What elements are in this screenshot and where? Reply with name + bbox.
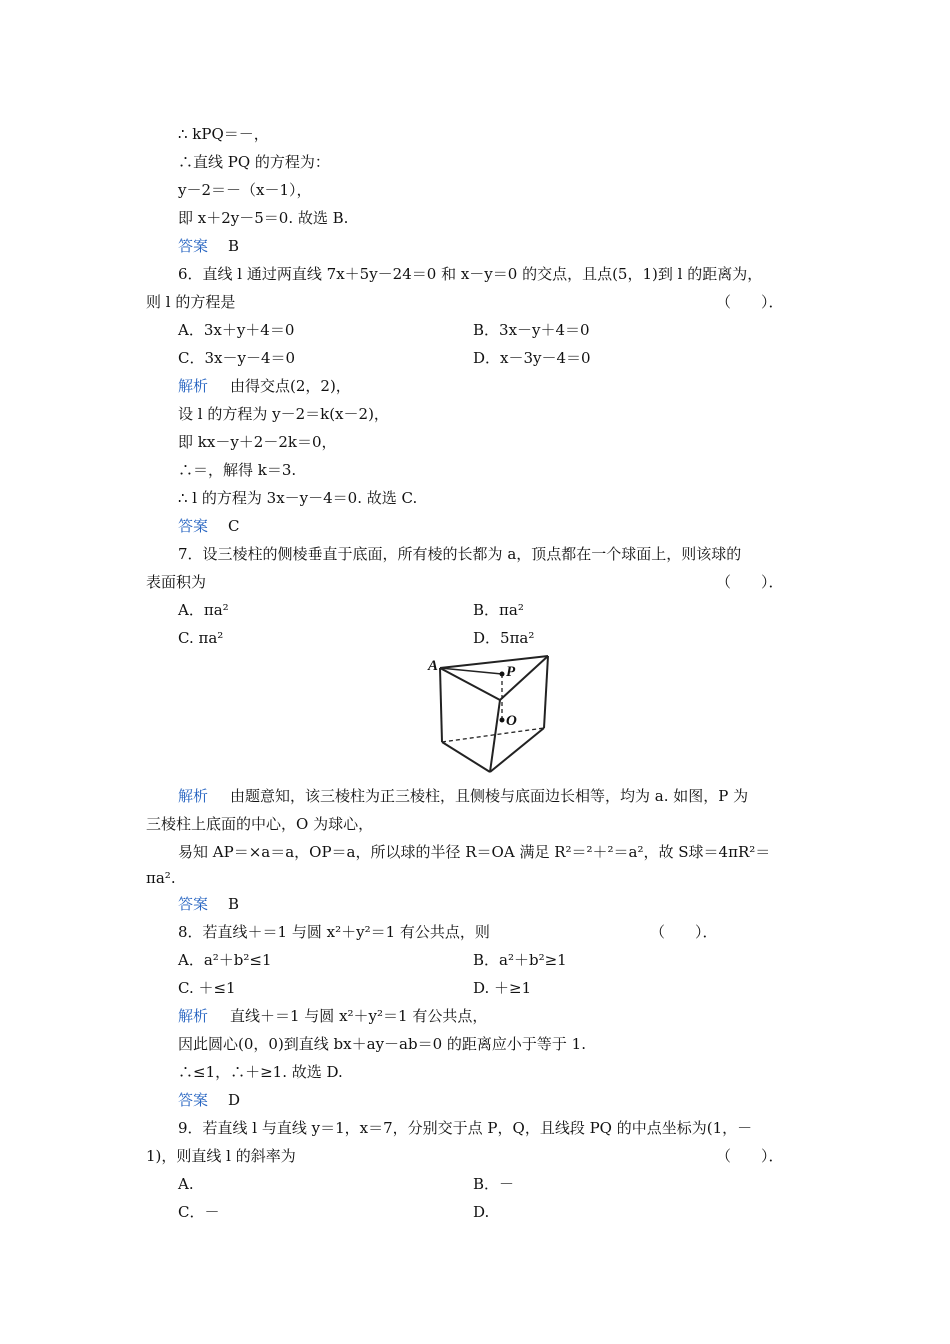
question-9-stem-cont: 1)，则直线 l 的斜率为 [146, 1147, 296, 1165]
question-6-stem: 6．直线 l 通过两直线 7x＋5y－24＝0 和 x－y＝0 的交点，且点(5，1)到 l 的距离为， [178, 265, 763, 283]
option-a: A. [178, 1175, 194, 1193]
option-d: D. [473, 1203, 490, 1221]
point-p [500, 672, 505, 677]
text-line: 即 x＋2y－5＝0. 故选 B. [178, 209, 349, 227]
answer-label: 答案 [178, 517, 209, 535]
answer-value: D [228, 1091, 241, 1109]
answer-value: B [228, 895, 240, 913]
option-c: C．3x－y－4＝0 [178, 349, 296, 367]
option-d: D．5πa² [473, 629, 535, 647]
text-line: ∴ l 的方程为 3x－y－4＝0. 故选 C. [178, 489, 418, 507]
option-c: C. ＋≤1 [178, 979, 236, 997]
answer-blank: （ ）． [716, 293, 784, 311]
answer-label: 答案 [178, 1091, 209, 1109]
text-line: ∴＝，解得 k＝3. [178, 461, 297, 479]
prism-edge [440, 668, 442, 742]
text-line: ∴≤1，∴＋≥1. 故选 D. [178, 1063, 343, 1081]
question-9-stem: 9．若直线 l 与直线 y＝1，x＝7，分别交于点 P，Q，且线段 PQ 的中点坐标为(1，－ [178, 1119, 753, 1137]
text-line: 三棱柱上底面的中心，O 为球心， [146, 815, 374, 833]
question-7-stem-cont: 表面积为 [146, 573, 207, 591]
option-c: C．－ [178, 1203, 220, 1221]
prism-edge [440, 656, 548, 668]
question-7-stem: 7．设三棱柱的侧棱垂直于底面，所有棱的长都为 a，顶点都在一个球面上，则该球的 [178, 545, 742, 563]
option-b: B．3x－y＋4＝0 [473, 321, 590, 339]
text-line: πa². [146, 869, 176, 887]
text-line: ∴ kPQ＝－， [178, 125, 269, 143]
analysis-label: 解析 [178, 787, 209, 805]
option-a: A．a²＋b²≤1 [178, 951, 272, 969]
text-line: 易知 AP＝×a＝a，OP＝a，所以球的半径 R＝OA 满足 R²＝²＋²＝a²，故 S球＝4πR²＝ [178, 843, 771, 861]
option-d: D. ＋≥1 [473, 979, 532, 997]
prism-figure [420, 652, 560, 778]
option-b: B．－ [473, 1175, 515, 1193]
prism-edge [442, 742, 490, 772]
option-b: B．a²＋b²≥1 [473, 951, 567, 969]
answer-blank: （ ）． [650, 923, 718, 941]
prism-edge [490, 700, 500, 772]
answer-value: B [228, 237, 240, 255]
prism-edge [544, 656, 548, 728]
option-b: B．πa² [473, 601, 524, 619]
text-line: 因此圆心(0，0)到直线 bx＋ay－ab＝0 的距离应小于等于 1. [178, 1035, 586, 1053]
option-a: A．πa² [178, 601, 229, 619]
analysis-label: 解析 [178, 1007, 209, 1025]
text-line: 设 l 的方程为 y－2＝k(x－2)， [178, 405, 389, 423]
option-d: D．x－3y－4＝0 [473, 349, 591, 367]
text-line: 即 kx－y＋2－2k＝0， [178, 433, 337, 451]
answer-value: C [228, 517, 240, 535]
answer-blank: （ ）． [716, 573, 784, 591]
question-6-stem-cont: 则 l 的方程是 [146, 293, 236, 311]
label-o: O [506, 713, 517, 729]
question-8-stem: 8．若直线＋＝1 与圆 x²＋y²＝1 有公共点，则 [178, 923, 490, 941]
answer-blank: （ ）． [716, 1147, 784, 1165]
option-a: A．3x＋y＋4＝0 [178, 321, 295, 339]
text-line: 由题意知，该三棱柱为正三棱柱，且侧棱与底面边长相等，均为 a. 如图，P 为 [230, 787, 749, 805]
text-line: ∴直线 PQ 的方程为： [178, 153, 330, 171]
label-p: P [506, 664, 516, 680]
answer-label: 答案 [178, 895, 209, 913]
text-line: 直线＋＝1 与圆 x²＋y²＝1 有公共点， [230, 1007, 488, 1025]
label-a: A [428, 658, 439, 674]
text-line: y－2＝－（x－1）， [178, 181, 312, 199]
point-o [500, 718, 505, 723]
answer-label: 答案 [178, 237, 209, 255]
analysis-label: 解析 [178, 377, 209, 395]
option-c: C. πa² [178, 629, 224, 647]
text-line: 由得交点(2，2)， [230, 377, 351, 395]
